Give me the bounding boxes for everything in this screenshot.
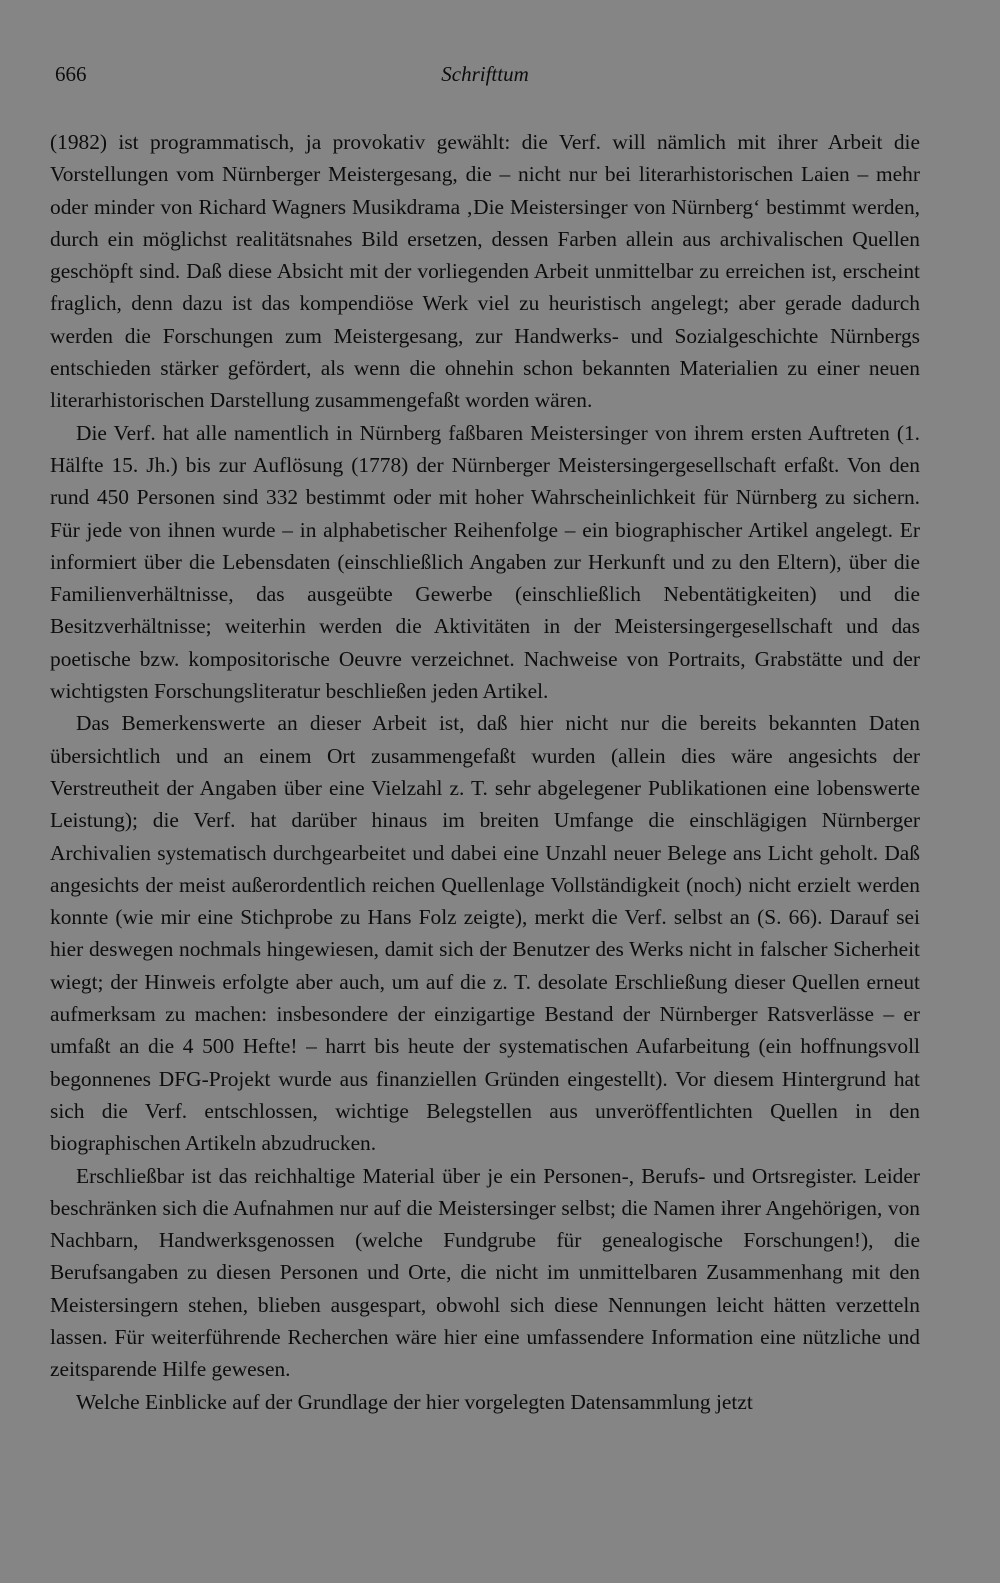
- paragraph-4: Erschließbar ist das reichhaltige Material über je ein Personen-, Berufs- und Ortsregister. Leider beschränken sich die Aufnahmen nur auf die Meistersinger selbst; die Namen ihrer Angehörigen, von Nachbarn, Handwerksgenossen (welche Fundgrube für genealogische Forschungen!), die Berufsangaben zu diesen Personen und Orte, die nicht im unmittelbaren Zusammenhang mit den Meistersingern stehen, blieben ausgespart, obwohl sich diese Nennungen leicht hätten verzetteln lassen. Für weiterführende Recherchen wäre hier eine umfassendere Information eine nützliche und zeitsparende Hilfe gewesen.: [50, 1163, 920, 1382]
- paragraph-2: Die Verf. hat alle namentlich in Nürnberg faßbaren Meistersinger von ihrem ersten Auftreten (1. Hälfte 15. Jh.) bis zur Auflösung (1778) der Nürnberger Meistersingergesellschaft erfaßt. Von den rund 450 Personen sind 332 bestimmt oder mit hoher Wahrscheinlichkeit für Nürnberg zu sichern. Für jede von ihnen wurde – in alphabetischer Reihenfolge – ein biographischer Artikel angelegt. Er informiert über die Lebensdaten (einschließlich Angaben zur Herkunft und zu den Eltern), über die Familienverhältnisse, das ausgeübte Gewerbe (einschließlich Nebentätigkeiten) und die Besitzverhältnisse; weiterhin werden die Aktivitäten in der Meistersingergesellschaft und das poetische bzw. kompositorische Oeuvre verzeichnet. Nachweise von Portraits, Grabstätte und der wichtigsten Forschungsliteratur beschließen jeden Artikel.: [50, 420, 920, 704]
- running-title: Schrifttum: [441, 62, 529, 86]
- page-number: 666: [55, 62, 87, 86]
- paragraph-5: Welche Einblicke auf der Grundlage der hier vorgelegten Datensammlung jetzt: [76, 1389, 753, 1414]
- paragraph-1: (1982) ist programmatisch, ja provokativ gewählt: die Verf. will nämlich mit ihrer Arbeit die Vorstellungen vom Nürnberger Meistergesang, die – nicht nur bei literarhistorischen Laien – mehr oder minder von Richard Wagners Musikdrama ‚Die Meistersinger von Nürnberg‘ bestimmt werden, durch ein möglichst realitätsnahes Bild ersetzen, dessen Farben allein aus archivalischen Quellen geschöpft sind. Daß diese Absicht mit der vorliegenden Arbeit unmittelbar zu erreichen ist, erscheint fraglich, denn dazu ist das kompendiöse Werk viel zu heuristisch angelegt; aber gerade dadurch werden die Forschungen zum Meistergesang, zur Handwerks- und Sozialgeschichte Nürnbergs entschieden stärker gefördert, als wenn die ohnehin schon bekannten Materialien zu einer neuen literarhistorischen Darstellung zusammengefaßt worden wären.: [50, 130, 920, 413]
- page-header: [50, 56, 920, 92]
- paragraph-3: Das Bemerkenswerte an dieser Arbeit ist, daß hier nicht nur die bereits bekannten Daten übersichtlich und an einem Ort zusammengefaßt wurden (allein dies wäre angesichts der Verstreutheit der Angaben über eine Vielzahl z. T. sehr abgelegener Publikationen eine lobenswerte Leistung); die Verf. hat darüber hinaus im breiten Umfange die einschlägigen Nürnberger Archivalien systematisch durchgearbeitet und dabei eine Unzahl neuer Belege ans Licht geholt. Daß angesichts der meist außerordentlich reichen Quellenlage Vollständigkeit (noch) nicht erzielt werden konnte (wie mir eine Stichprobe zu Hans Folz zeigte), merkt die Verf. selbst an (S. 66). Darauf sei hier deswegen nochmals hingewiesen, damit sich der Benutzer des Werks nicht in falscher Sicherheit wiegt; der Hinweis erfolgte aber auch, um auf die z. T. desolate Erschließung dieser Quellen erneut aufmerksam zu machen: insbesondere der einzigartige Bestand der Nürnberger Ratsverlässe – er umfaßt an die 4 500 Hefte! – harrt bis heute der systematischen Aufarbeitung (ein hoffnungsvoll begonnenes DFG-Projekt wurde aus finanziellen Gründen eingestellt). Vor diesem Hintergrund hat sich die Verf. entschlossen, wichtige Belegstellen aus unveröffentlichten Quellen in den biographischen Artikeln abzudrucken.: [50, 711, 920, 1156]
- body-text: [50, 126, 920, 1418]
